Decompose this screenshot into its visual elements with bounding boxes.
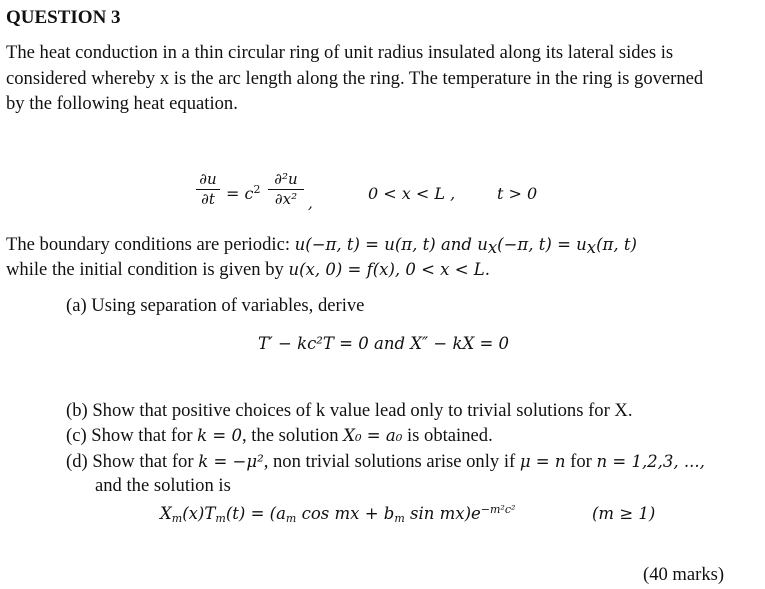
equals-c [226,183,261,203]
part-c-math-2: X₀ = a₀ [343,426,403,445]
bc-math-3: (π, t) [596,235,637,254]
part-d-math-3: n = 1,2,3, ..., [596,452,705,471]
intro-line-3: by the following heat equation. [6,93,238,114]
intro-line-2: considered whereby x is the arc length along the ring. The temperature in the ring is governed [6,68,704,89]
c-exponent: 2 [253,183,261,196]
part-a-equation: T′ − kc²T = 0 and X″ − kX = 0 [258,334,510,353]
part-d-text-2: , non trivial solutions arise only if [263,451,520,472]
sol-x: X [160,504,172,523]
part-d-math-2: μ = n [519,452,566,471]
equals-c-text: = c [226,184,254,203]
sol-sub-3: m [285,512,297,525]
bc-sub-x-2: x [586,238,597,257]
part-a-label: (a) Using separation of variables, derive [66,295,365,316]
part-c [66,427,493,446]
domain-x: 0 < x < L , [368,184,456,203]
sol-sub-4: m [394,512,405,525]
solution-condition: (m ≥ 1) [592,504,656,523]
marks: (40 marks) [643,564,725,585]
bc-sub-x-1: x [487,238,498,257]
ic-text: while the initial condition is given by [6,259,289,280]
sol-exponent: −m²c² [480,503,516,516]
d2u-dx2-fraction [268,172,304,207]
part-d-math-1: k = −μ² [198,452,264,471]
sol-mid-2: (t) = (a [225,504,286,523]
dt-denominator: ∂t [201,190,215,208]
ic-math: u(x, 0) = f(x), 0 < x < L. [288,260,491,279]
sol-sub-1: m [171,512,183,525]
intro-line-1: The heat conduction in a thin circular ring of unit radius insulated along its lateral sides is [6,42,674,63]
domain-t: t > 0 [497,184,538,203]
part-c-text-2: , the solution [241,425,344,446]
d2u-numerator: ∂²u [274,170,298,188]
question-title: QUESTION 3 [6,7,121,28]
initial-condition-line [6,261,490,280]
boundary-conditions-line [6,236,637,255]
sol-sub-2: m [215,512,226,525]
solution-equation [160,503,516,525]
du-numerator: ∂u [199,170,217,188]
sol-cos: cos mx + b [296,504,395,523]
part-d-text-1: (d) Show that for [66,451,199,472]
part-c-math-1: k = 0 [197,426,242,445]
bc-math-1: u(−π, t) = u(π, t) and u [294,235,488,254]
part-d-text-3: for [565,451,597,472]
sol-sin: sin mx)e [404,504,481,523]
part-d [66,453,705,472]
bc-math-2: (−π, t) = u [497,235,587,254]
part-c-text-3: is obtained. [402,425,493,446]
part-c-text-1: (c) Show that for [66,425,198,446]
bc-text: The boundary conditions are periodic: [6,234,295,255]
du-dt-fraction [196,172,220,207]
part-d-line-2: and the solution is [95,475,231,496]
equation-comma: , [308,194,313,212]
sol-mid: (x)T [182,504,216,523]
part-b: (b) Show that positive choices of k value lead only to trivial solutions for X. [66,400,633,421]
dx2-denominator: ∂x² [274,190,298,208]
